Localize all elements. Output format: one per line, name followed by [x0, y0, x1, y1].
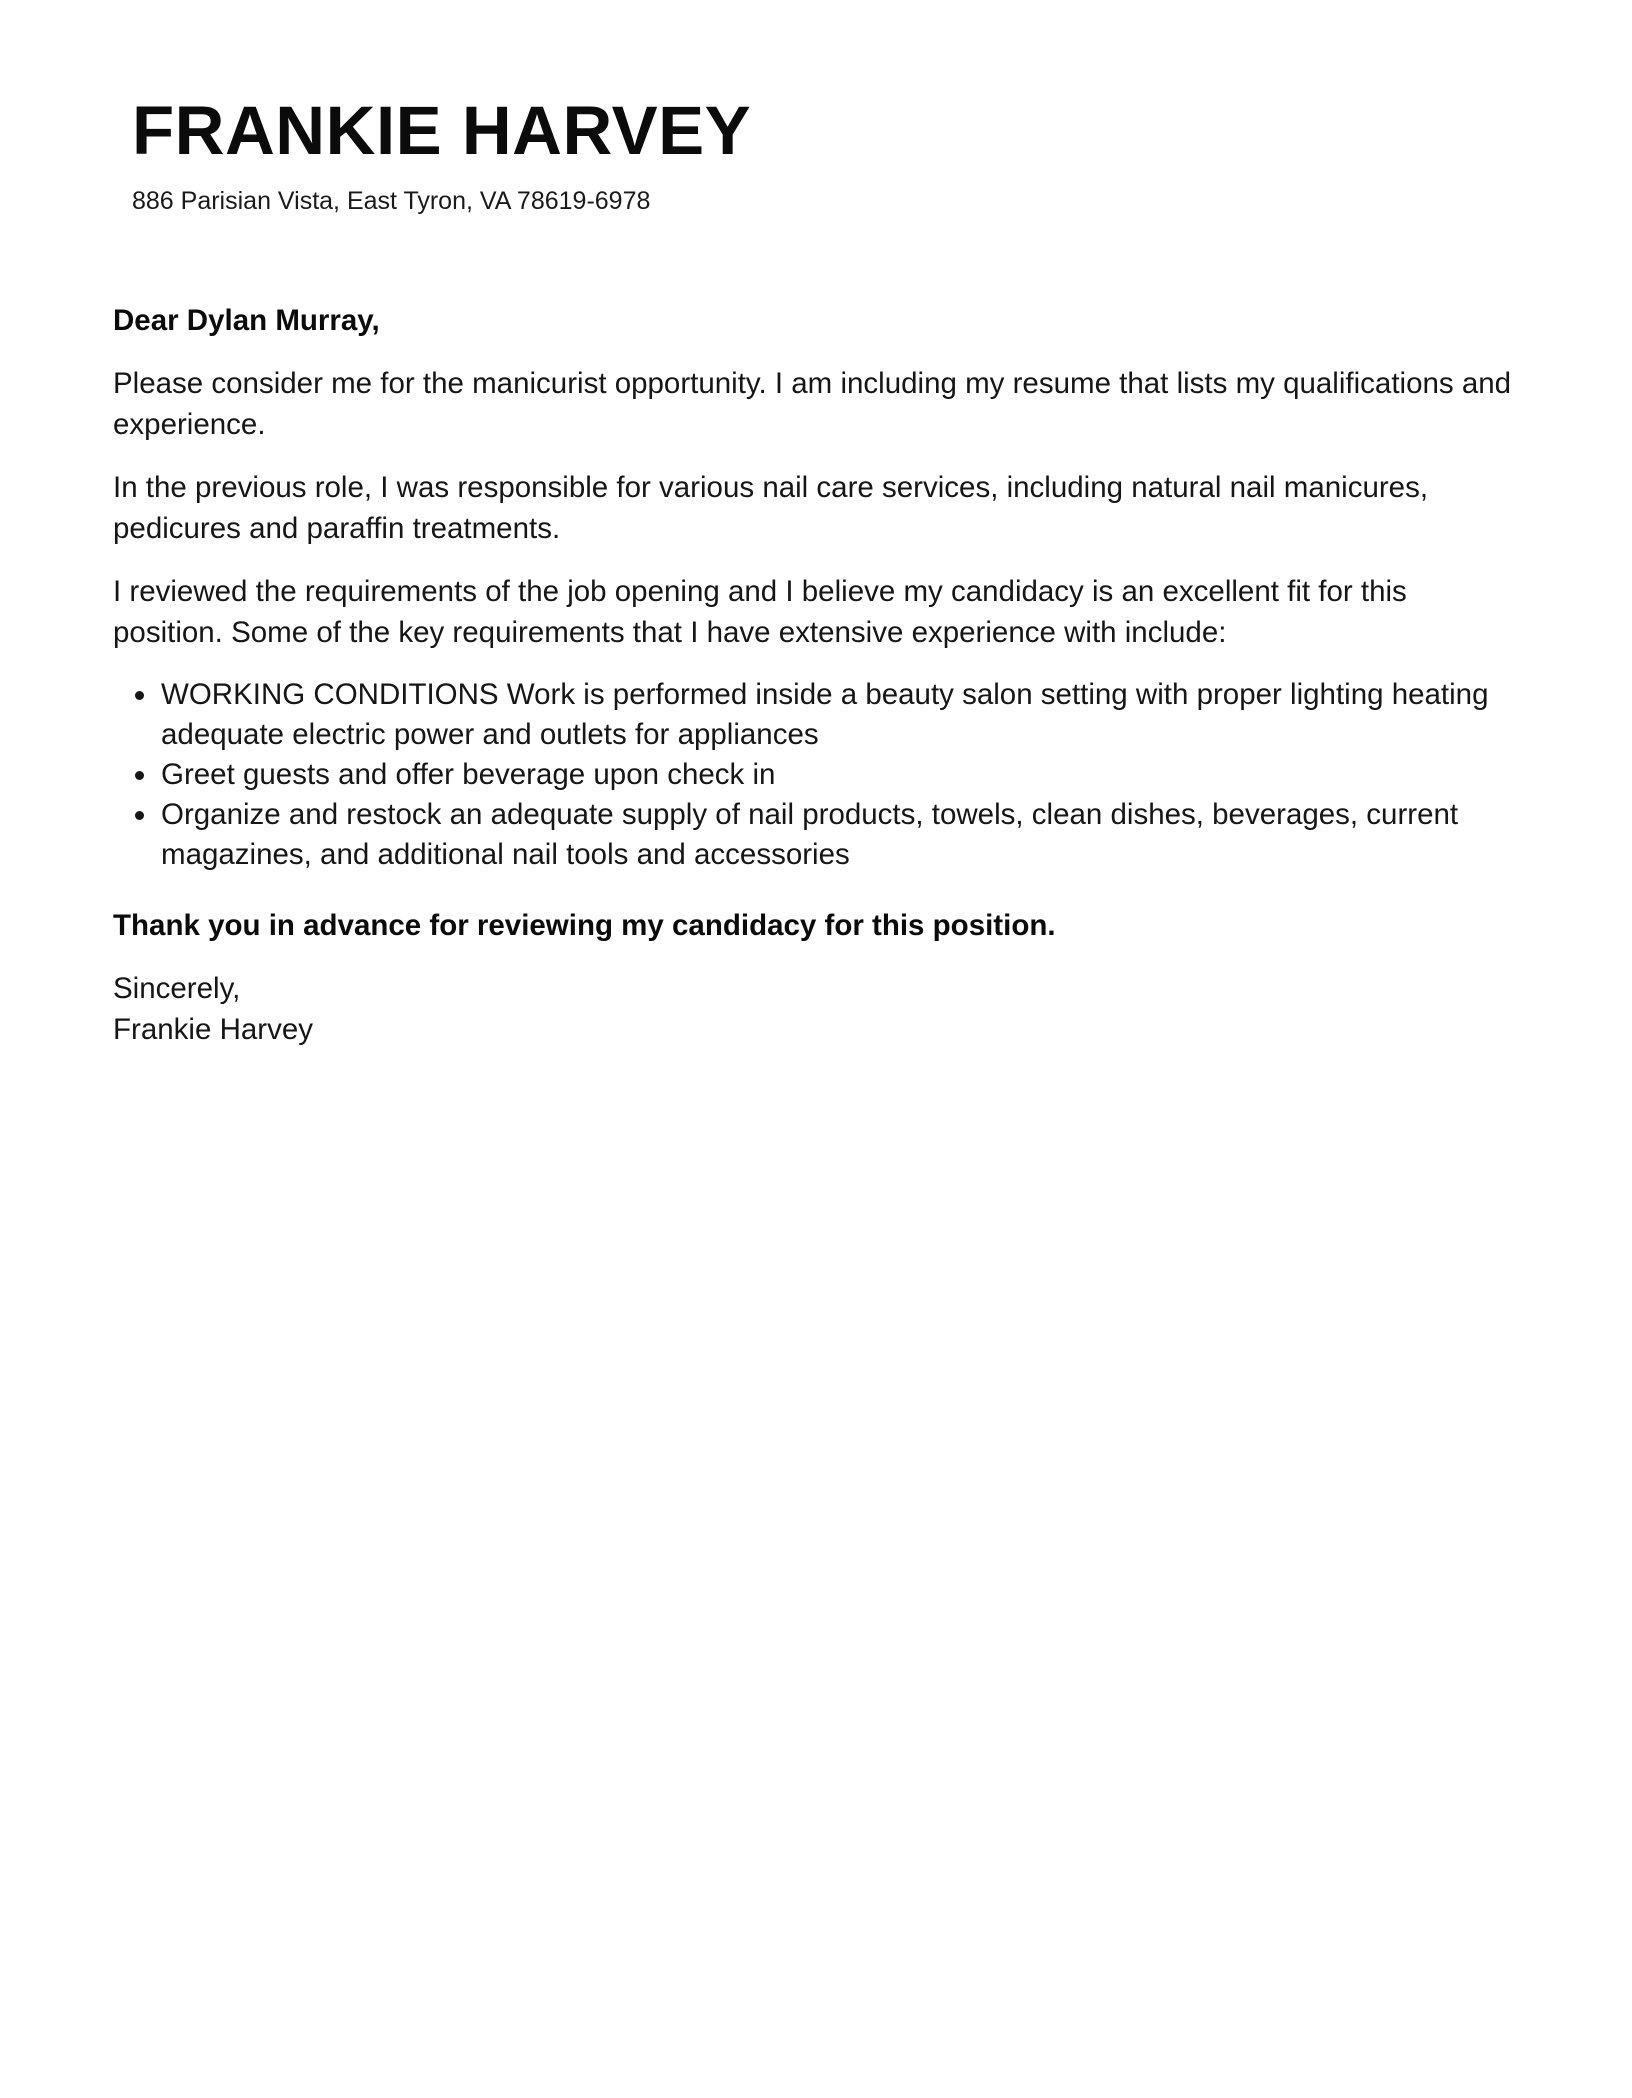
- requirements-list: [113, 675, 1513, 875]
- signoff-text: Sincerely,: [113, 972, 241, 1005]
- applicant-name: FRANKIE HARVEY: [132, 92, 752, 169]
- signoff-block: [113, 968, 1513, 1050]
- signature-name: Frankie Harvey: [113, 1013, 314, 1046]
- bullet-icon: [135, 771, 144, 780]
- experience-paragraph: In the previous role, I was responsible for various nail care services, including natural nail manicures, pedicures and paraffin treatments.: [113, 471, 1429, 545]
- intro-paragraph: Please consider me for the manicurist opportunity. I am including my resume that lists my qualifications and experience.: [113, 367, 1512, 441]
- list-item-text: Greet guests and offer beverage upon check in: [161, 758, 776, 791]
- list-item-text: WORKING CONDITIONS Work is performed inside a beauty salon setting with proper lighting heating adequate electric power and outlets for appliances: [161, 678, 1489, 751]
- salutation: Dear Dylan Murray,: [113, 304, 380, 337]
- list-item: [161, 755, 1513, 795]
- requirements-intro-paragraph: I reviewed the requirements of the job opening and I believe my candidacy is an excellent fit for this position. Some of the key requirements that I have extensive experience with include:: [113, 575, 1407, 649]
- list-item: [161, 795, 1513, 875]
- list-item: [161, 675, 1513, 755]
- applicant-address: 886 Parisian Vista, East Tyron, VA 78619-6978: [132, 187, 651, 215]
- closing-statement: Thank you in advance for reviewing my candidacy for this position.: [113, 909, 1056, 942]
- letter-header: [132, 90, 751, 216]
- list-item-text: Organize and restock an adequate supply of nail products, towels, clean dishes, beverages, current magazines, and additional nail tools and accessories: [161, 798, 1459, 871]
- letter-body: [113, 300, 1513, 1050]
- bullet-icon: [135, 811, 144, 820]
- bullet-icon: [135, 691, 144, 700]
